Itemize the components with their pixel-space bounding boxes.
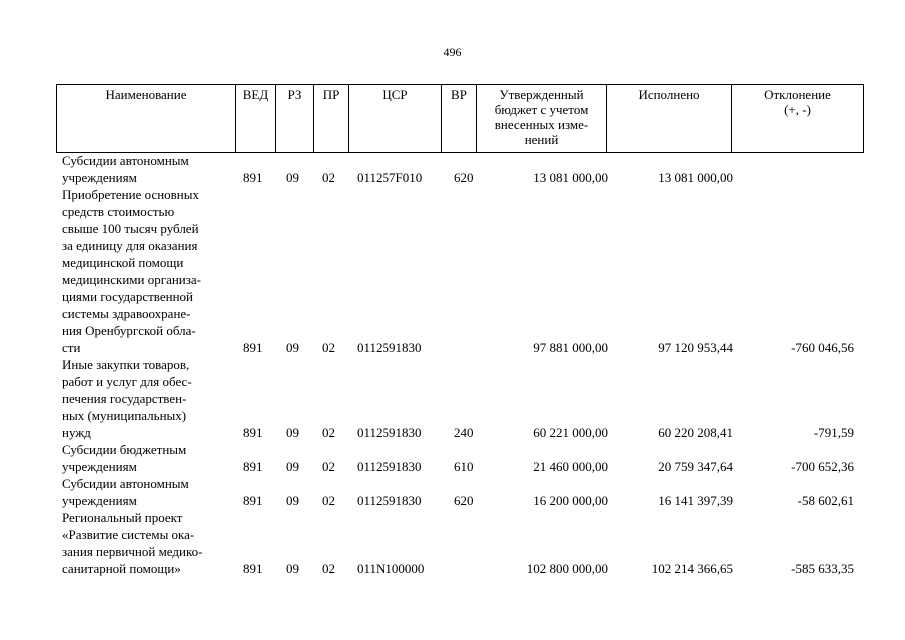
row-rz: 09 (286, 561, 299, 576)
row-vr: 620 (454, 170, 474, 185)
row-name-line: нужд (62, 425, 91, 440)
row-pr: 02 (322, 170, 335, 185)
row-name-line: учреждениям (62, 459, 137, 474)
row-csr: 0112591830 (357, 493, 422, 508)
header-approved-line: Утвержденный (499, 87, 584, 102)
row-vr: 620 (454, 493, 474, 508)
row-deviation: -791,59 (813, 425, 854, 440)
row-name-line: работ и услуг для обес- (62, 374, 192, 389)
row-csr: 0112591830 (357, 425, 422, 440)
row-name-line: зания первичной медико- (62, 544, 203, 559)
row-approved: 97 881 000,00 (533, 340, 608, 355)
row-pr: 02 (322, 493, 335, 508)
row-ved: 891 (243, 561, 263, 576)
header-rz: РЗ (276, 85, 314, 153)
row-name-line: Региональный проект (62, 510, 183, 525)
header-csr: ЦСР (349, 85, 442, 153)
row-csr: 0112591830 (357, 459, 422, 474)
row-name-line: «Развитие системы ока- (62, 527, 195, 542)
header-approved-line: внесенных изме- (494, 117, 589, 132)
row-approved: 60 221 000,00 (533, 425, 608, 440)
row-name-line: ния Оренбургской обла- (62, 323, 196, 338)
row-deviation: -700 652,36 (791, 459, 854, 474)
row-approved: 102 800 000,00 (526, 561, 608, 576)
row-name-line: медицинской помощи (62, 255, 184, 270)
row-approved: 21 460 000,00 (533, 459, 608, 474)
row-executed: 16 141 397,39 (658, 493, 733, 508)
header-deviation-line: Отклонение (764, 87, 831, 102)
header-executed: Исполнено (607, 85, 732, 153)
row-name-line: средств стоимостью (62, 204, 175, 219)
row-rz: 09 (286, 459, 299, 474)
row-ved: 891 (243, 425, 263, 440)
row-name-line: санитарной помощи» (62, 561, 181, 576)
row-rz: 09 (286, 425, 299, 440)
row-name-line: медицинскими организа- (62, 272, 201, 287)
row-name-line: циями государственной (62, 289, 193, 304)
row-pr: 02 (322, 459, 335, 474)
header-name: Наименование (57, 85, 236, 153)
header-ved: ВЕД (236, 85, 276, 153)
row-approved: 16 200 000,00 (533, 493, 608, 508)
row-name-line: сти (62, 340, 81, 355)
row-executed: 60 220 208,41 (658, 425, 733, 440)
row-name-line: Субсидии бюджетным (62, 442, 187, 457)
row-name-line: печения государствен- (62, 391, 187, 406)
row-rz: 09 (286, 493, 299, 508)
row-csr: 011257F010 (357, 170, 423, 185)
row-pr: 02 (322, 561, 335, 576)
row-name-line: за единицу для оказания (62, 238, 198, 253)
page-number: 496 (443, 45, 462, 59)
row-approved: 13 081 000,00 (533, 170, 608, 185)
row-csr: 0112591830 (357, 340, 422, 355)
row-deviation: -58 602,61 (797, 493, 854, 508)
row-vr: 240 (454, 425, 474, 440)
header-approved-line: бюджет с учетом (494, 102, 589, 117)
row-executed: 20 759 347,64 (658, 459, 733, 474)
row-executed: 13 081 000,00 (658, 170, 733, 185)
row-executed: 97 120 953,44 (658, 340, 733, 355)
row-vr: 610 (454, 459, 474, 474)
row-name-line: учреждениям (62, 493, 137, 508)
row-deviation: -585 633,35 (791, 561, 854, 576)
row-deviation: -760 046,56 (791, 340, 854, 355)
row-name-line: ных (муниципальных) (62, 408, 187, 423)
row-rz: 09 (286, 170, 299, 185)
row-pr: 02 (322, 425, 335, 440)
row-name-line: Субсидии автономным (62, 153, 189, 168)
row-ved: 891 (243, 459, 263, 474)
row-name-line: Приобретение основных (62, 187, 199, 202)
row-name-line: учреждениям (62, 170, 137, 185)
header-approved-line: нений (524, 132, 559, 147)
row-rz: 09 (286, 340, 299, 355)
row-name-line: Иные закупки товаров, (62, 357, 190, 372)
row-name-line: свыше 100 тысяч рублей (62, 221, 199, 236)
header-pr: ПР (314, 85, 349, 153)
row-ved: 891 (243, 340, 263, 355)
header-deviation-line: (+, -) (784, 102, 811, 117)
row-name-line: Субсидии автономным (62, 476, 189, 491)
row-ved: 891 (243, 493, 263, 508)
row-name-line: системы здравоохране- (62, 306, 191, 321)
row-csr: 011N100000 (357, 561, 425, 576)
row-ved: 891 (243, 170, 263, 185)
row-pr: 02 (322, 340, 335, 355)
header-vr: ВР (442, 85, 477, 153)
row-executed: 102 214 366,65 (651, 561, 733, 576)
